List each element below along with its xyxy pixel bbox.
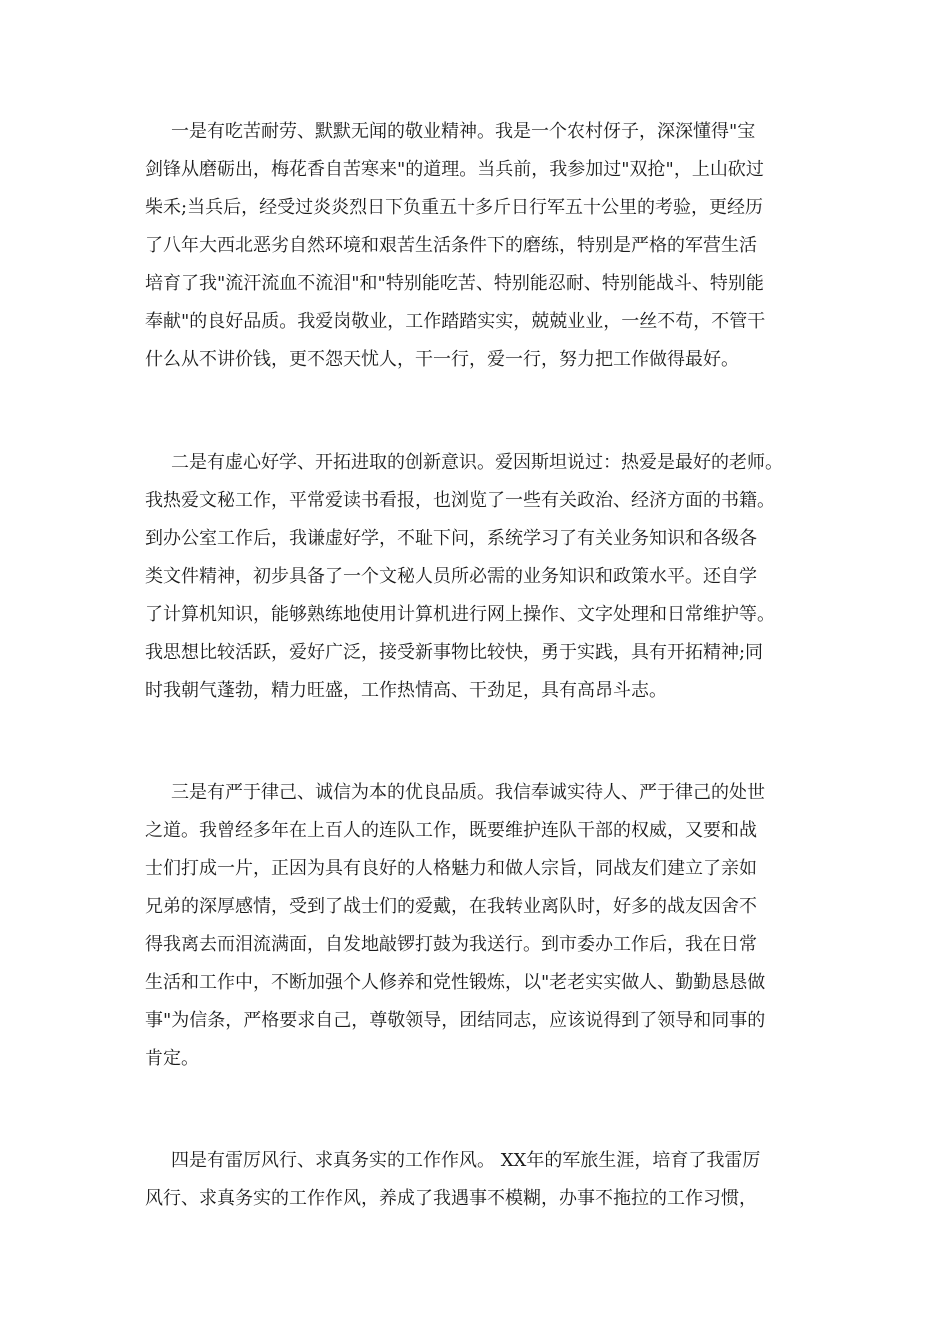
paragraph-line: 我思想比较活跃，爱好广泛，接受新事物比较快，勇于实践，具有开拓精神;同 (145, 642, 764, 663)
paragraph-line: 肯定。 (145, 1048, 199, 1069)
paragraph-line: 事"为信条，严格要求自己，尊敬领导，团结同志，应该说得到了领导和同事的 (145, 1010, 766, 1031)
paragraph-2 (145, 444, 810, 710)
paragraph-1 (145, 113, 810, 379)
paragraph-line: 剑锋从磨砺出，梅花香自苦寒来"的道理。当兵前，我参加过"双抢"，上山砍过 (145, 159, 764, 180)
paragraph-line: 什么从不讲价钱，更不怨天忧人，干一行，爱一行，努力把工作做得最好。 (145, 349, 739, 370)
paragraph-line: 了计算机知识，能够熟练地使用计算机进行网上操作、文字处理和日常维护等。 (145, 604, 775, 625)
paragraph-4 (145, 1142, 810, 1218)
paragraph-line: 生活和工作中，不断加强个人修养和党性锻炼，以"老老实实做人、勤勤恳恳做 (145, 972, 766, 993)
paragraph-line: 我热爱文秘工作，平常爱读书看报，也浏览了一些有关政治、经济方面的书籍。 (145, 490, 775, 511)
paragraph-line: 培育了我"流汗流血不流泪"和"特别能吃苦、特别能忍耐、特别能战斗、特别能 (145, 273, 764, 294)
paragraph-line: 奉献"的良好品质。我爱岗敬业，工作踏踏实实，兢兢业业，一丝不苟，不管干 (145, 311, 766, 332)
paragraph-line: 士们打成一片，正因为具有良好的人格魅力和做人宗旨，同战友们建立了亲如 (145, 858, 757, 879)
paragraph-3 (145, 774, 810, 1078)
paragraph-line: 柴禾;当兵后，经受过炎炎烈日下负重五十多斤日行军五十公里的考验，更经历 (145, 197, 764, 218)
paragraph-line: 四是有雷厉风行、求真务实的工作作风。 XX年的军旅生涯，培育了我雷厉 (171, 1150, 761, 1171)
paragraph-line: 时我朝气蓬勃，精力旺盛，工作热情高、干劲足，具有高昂斗志。 (145, 680, 667, 701)
paragraph-line: 二是有虚心好学、开拓进取的创新意识。爱因斯坦说过：热爱是最好的老师。 (171, 452, 783, 473)
paragraph-line: 风行、求真务实的工作作风，养成了我遇事不模糊，办事不拖拉的工作习惯， (145, 1188, 757, 1209)
paragraph-line: 了八年大西北恶劣自然环境和艰苦生活条件下的磨练，特别是严格的军营生活 (145, 235, 757, 256)
paragraph-line: 三是有严于律己、诚信为本的优良品质。我信奉诚实待人、严于律己的处世 (171, 782, 765, 803)
paragraph-line: 兄弟的深厚感情，受到了战士们的爱戴，在我转业离队时，好多的战友因舍不 (145, 896, 757, 917)
paragraph-line: 类文件精神，初步具备了一个文秘人员所必需的业务知识和政策水平。还自学 (145, 566, 757, 587)
paragraph-line: 得我离去而泪流满面，自发地敲锣打鼓为我送行。到市委办工作后，我在日常 (145, 934, 757, 955)
paragraph-line: 之道。我曾经多年在上百人的连队工作，既要维护连队干部的权威，又要和战 (145, 820, 757, 841)
paragraph-line: 到办公室工作后，我谦虚好学，不耻下问，系统学习了有关业务知识和各级各 (145, 528, 757, 549)
paragraph-line: 一是有吃苦耐劳、默默无闻的敬业精神。我是一个农村伢子，深深懂得"宝 (171, 121, 756, 142)
